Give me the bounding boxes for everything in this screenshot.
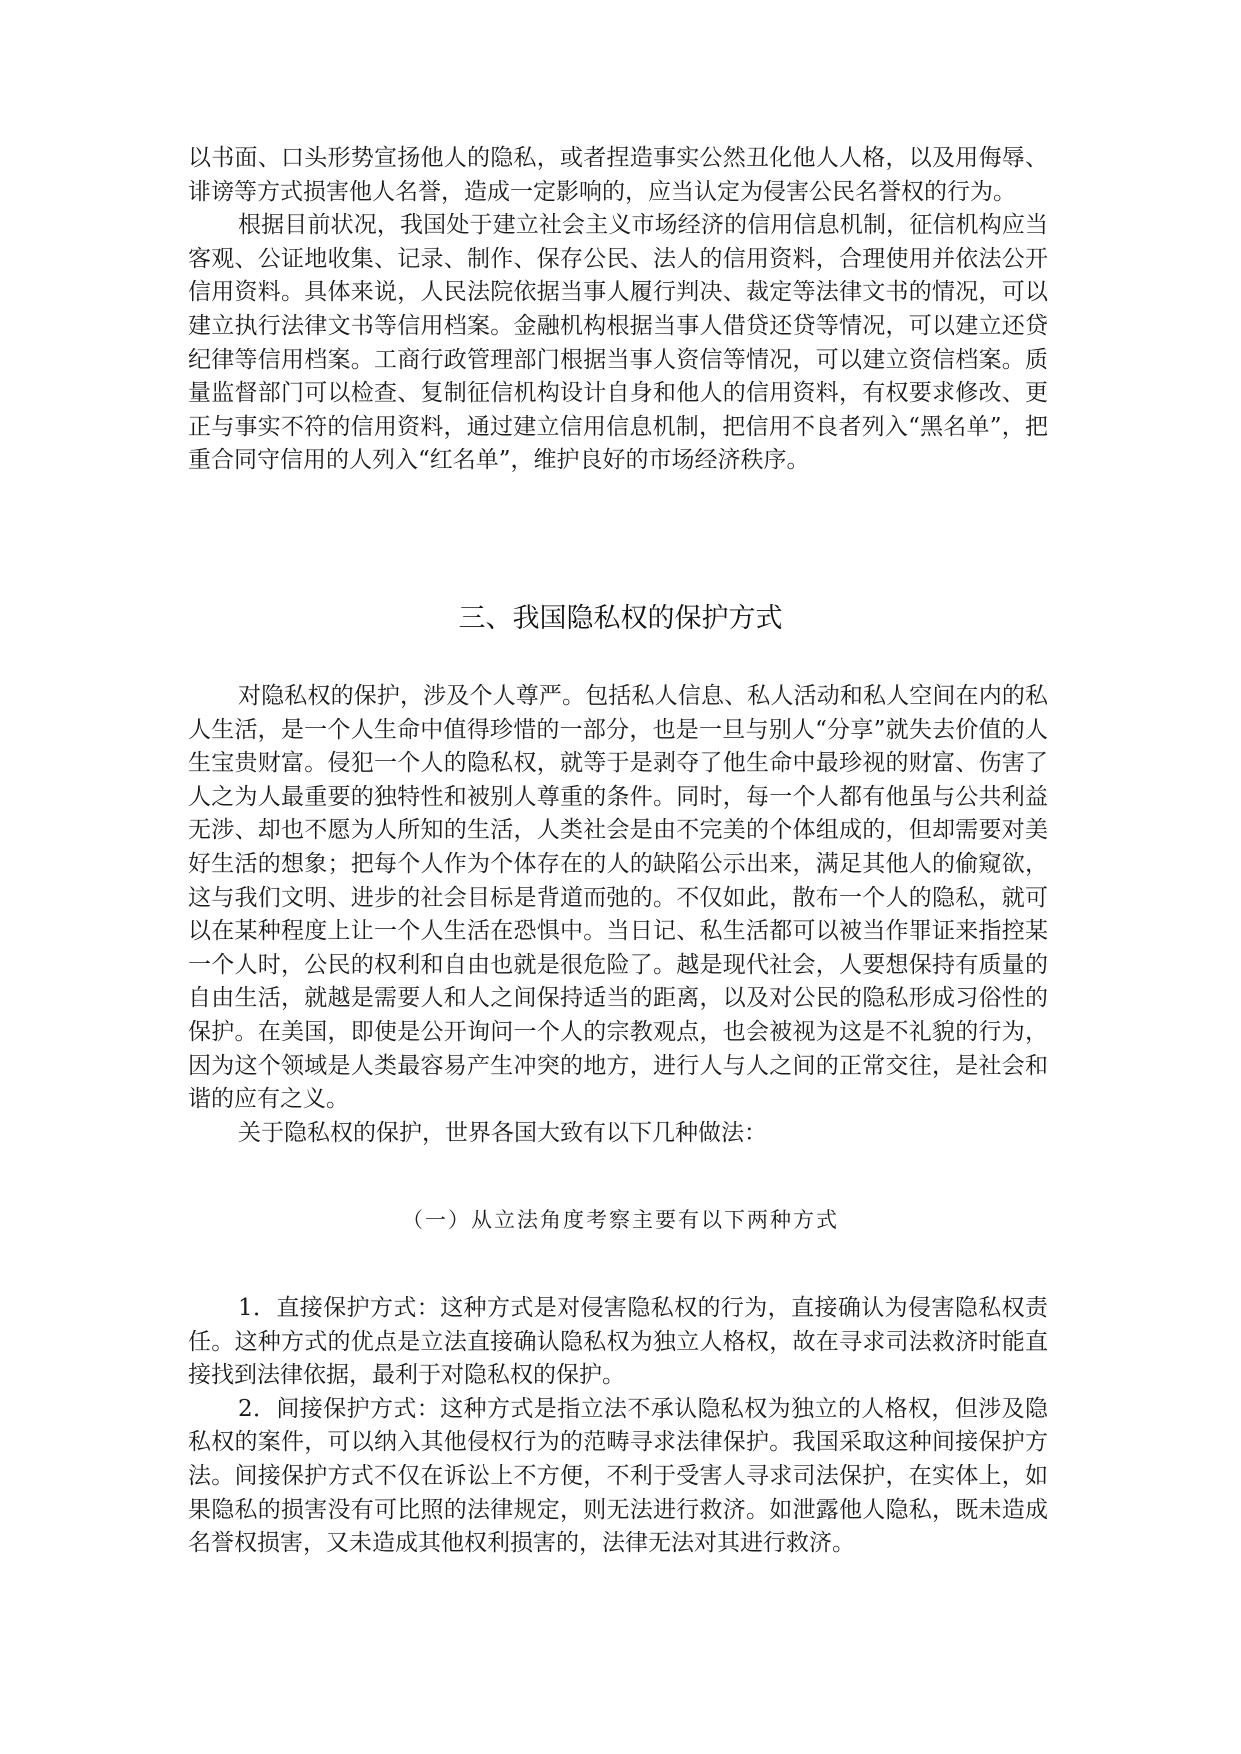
sub-heading: （一）从立法角度考察主要有以下两种方式: [402, 1208, 839, 1232]
section-text-block: [188, 680, 1048, 1150]
paragraph-direct-protection: 1．直接保护方式：这种方式是对侵害隐私权的行为，直接确认为侵害隐私权责任。这种方式的优点是立法直接确认隐私权为独立人格权，故在寻求司法救济时能直接找到法律依据，最利于对隐私权的保护。: [188, 1295, 1048, 1389]
sub-text-block: [188, 1292, 1048, 1561]
top-text-block: [188, 142, 1048, 478]
section-heading: 三、我国隐私权的保护方式: [458, 603, 783, 634]
paragraph-world-practices: 关于隐私权的保护，世界各国大致有以下几种做法：: [238, 1119, 767, 1146]
paragraph-indirect-protection: 2．间接保护方式：这种方式是指立法不承认隐私权为独立的人格权，但涉及隐私权的案件，可以纳入其他侵权行为的范畴寻求法律保护。我国采取这种间接保护方法。间接保护方式不仅在诉讼上不方便，不利于受害人寻求司法保护，在实体上，如果隐私的损害没有可比照的法律规定，则无法进行救济。如泄露他人隐私，既未造成名誉权损害，又未造成其他权利损害的，法律无法对其进行救济。: [188, 1395, 1048, 1557]
paragraph-privacy-dignity: 对隐私权的保护，涉及个人尊严。包括私人信息、私人活动和私人空间在内的私人生活，是一个人生命中值得珍惜的一部分，也是一旦与别人“分享”就失去价值的人生宝贵财富。侵犯一个人的隐私权，就等于是剥夺了他生命中最珍视的财富、伤害了人之为人最重要的独特性和被别人尊重的条件。同时，每一个人都有他虽与公共利益无涉、却也不愿为人所知的生活，人类社会是由不完美的个体组成的，但却需要对美好生活的想象；把每个人作为个体存在的人的缺陷公示出来，满足其他人的偷窥欲，这与我们文明、进步的社会目标是背道而弛的。不仅如此，散布一个人的隐私，就可以在某种程度上让一个人生活在恐惧中。当日记、私生活都可以被当作罪证来指控某一个人时，公民的权利和自由也就是很危险了。越是现代社会，人要想保持有质量的自由生活，就越是需要人和人之间保持适当的距离，以及对公民的隐私形成习俗性的保护。在美国，即使是公开询问一个人的宗教观点，也会被视为这是不礼貌的行为，因为这个领域是人类最容易产生冲突的地方，进行人与人之间的正常交往，是社会和谐的应有之义。: [188, 683, 1048, 1113]
paragraph-continuation: 以书面、口头形势宣扬他人的隐私，或者捏造事实公然丑化他人人格，以及用侮辱、诽谤等方式损害他人名誉，造成一定影响的，应当认定为侵害公民名誉权的行为。: [188, 145, 1048, 205]
paragraph-credit-information: 根据目前状况，我国处于建立社会主义市场经济的信用信息机制，征信机构应当客观、公证地收集、记录、制作、保存公民、法人的信用资料，合理使用并依法公开信用资料。具体来说，人民法院依据当事人履行判决、裁定等法律文书的情况，可以建立执行法律文书等信用档案。金融机构根据当事人借贷还贷等情况，可以建立还贷纪律等信用档案。工商行政管理部门根据当事人资信等情况，可以建立资信档案。质量监督部门可以检查、复制征信机构设计自身和他人的信用资料，有权要求修改、更正与事实不符的信用资料，通过建立信用信息机制，把信用不良者列入“黑名单”，把重合同守信用的人列入“红名单”，维护良好的市场经济秩序。: [188, 212, 1048, 474]
